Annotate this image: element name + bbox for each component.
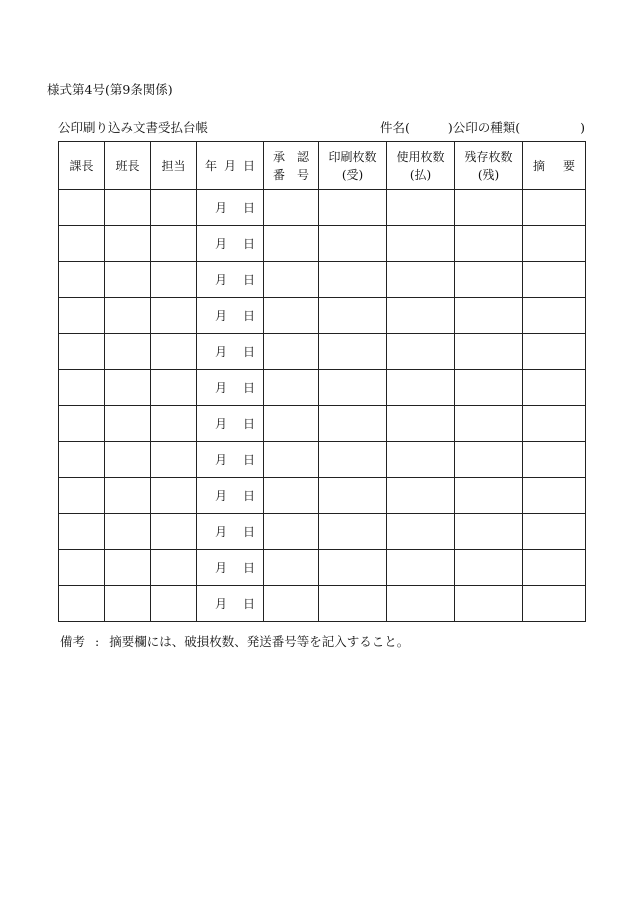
date-month-label: 月 <box>214 525 227 539</box>
seal-kind-close: ) <box>580 120 586 135</box>
table-row <box>59 298 586 334</box>
cell-summary[interactable] <box>523 370 586 406</box>
cell-group-chief[interactable] <box>105 442 151 478</box>
table-row <box>59 550 586 586</box>
header-date-month: 月 <box>223 158 236 173</box>
cell-summary[interactable] <box>523 334 586 370</box>
table-row <box>59 514 586 550</box>
cell-section-chief[interactable] <box>59 226 105 262</box>
date-month-label: 月 <box>214 597 227 611</box>
cell-summary[interactable] <box>523 406 586 442</box>
date-day-label: 日 <box>242 381 255 395</box>
date-month-label: 月 <box>214 237 227 251</box>
cell-section-chief[interactable] <box>59 334 105 370</box>
cell-approval-number[interactable] <box>264 190 319 226</box>
cell-date[interactable] <box>197 226 264 262</box>
cell-group-chief[interactable] <box>105 550 151 586</box>
header-row <box>59 142 586 190</box>
cell-used-count[interactable] <box>387 514 455 550</box>
cell-person-in-charge[interactable] <box>151 262 197 298</box>
header-used-count <box>387 142 455 190</box>
cell-section-chief[interactable] <box>59 550 105 586</box>
header-group-chief: 班長 <box>105 142 151 190</box>
cell-person-in-charge[interactable] <box>151 550 197 586</box>
date-month-label: 月 <box>214 381 227 395</box>
cell-approval-number[interactable] <box>264 262 319 298</box>
cell-date[interactable] <box>197 550 264 586</box>
cell-approval-number[interactable] <box>264 298 319 334</box>
cell-printed-count[interactable] <box>319 190 387 226</box>
cell-date[interactable] <box>197 262 264 298</box>
cell-printed-count[interactable] <box>319 442 387 478</box>
cell-group-chief[interactable] <box>105 190 151 226</box>
table-row <box>59 226 586 262</box>
cell-approval-number[interactable] <box>264 442 319 478</box>
date-day-label: 日 <box>242 453 255 467</box>
cell-summary[interactable] <box>523 550 586 586</box>
cell-summary[interactable] <box>523 298 586 334</box>
cell-remaining-count[interactable] <box>455 262 523 298</box>
cell-printed-count[interactable] <box>319 370 387 406</box>
date-month-label: 月 <box>214 489 227 503</box>
cell-remaining-count[interactable] <box>455 586 523 622</box>
cell-used-count[interactable] <box>387 334 455 370</box>
cell-person-in-charge[interactable] <box>151 514 197 550</box>
cell-person-in-charge[interactable] <box>151 370 197 406</box>
cell-summary[interactable] <box>523 190 586 226</box>
cell-approval-number[interactable] <box>264 370 319 406</box>
header-date <box>197 142 264 190</box>
cell-group-chief[interactable] <box>105 370 151 406</box>
cell-date[interactable] <box>197 370 264 406</box>
header-approval-2: 認 <box>296 149 309 164</box>
cell-summary[interactable] <box>523 514 586 550</box>
header-approval-1: 承 <box>273 149 286 164</box>
header-remaining-count <box>455 142 523 190</box>
cell-used-count[interactable] <box>387 406 455 442</box>
cell-date[interactable] <box>197 334 264 370</box>
date-day-label: 日 <box>242 345 255 359</box>
cell-person-in-charge[interactable] <box>151 478 197 514</box>
cell-section-chief[interactable] <box>59 478 105 514</box>
cell-section-chief[interactable] <box>59 190 105 226</box>
cell-remaining-count[interactable] <box>455 406 523 442</box>
header-remaining-label: 残存枚数 <box>464 149 513 164</box>
cell-person-in-charge[interactable] <box>151 298 197 334</box>
header-date-day: 日 <box>242 158 255 173</box>
form-number: 様式第4号(第9条関係) <box>47 82 173 97</box>
cell-printed-count[interactable] <box>319 406 387 442</box>
cell-date[interactable] <box>197 298 264 334</box>
cell-used-count[interactable] <box>387 586 455 622</box>
header-approval-4: 号 <box>296 167 309 182</box>
table-row <box>59 478 586 514</box>
cell-date[interactable] <box>197 406 264 442</box>
cell-printed-count[interactable] <box>319 334 387 370</box>
cell-section-chief[interactable] <box>59 298 105 334</box>
cell-printed-count[interactable] <box>319 550 387 586</box>
cell-group-chief[interactable] <box>105 514 151 550</box>
cell-remaining-count[interactable] <box>455 478 523 514</box>
cell-used-count[interactable] <box>387 370 455 406</box>
header-summary-1: 摘 <box>533 158 546 173</box>
header-remaining-sub: (残) <box>477 167 500 182</box>
header-printed-sub: (受) <box>341 167 364 182</box>
header-person-in-charge: 担当 <box>151 142 197 190</box>
date-day-label: 日 <box>242 309 255 323</box>
cell-remaining-count[interactable] <box>455 298 523 334</box>
table-row <box>59 334 586 370</box>
date-month-label: 月 <box>214 453 227 467</box>
cell-person-in-charge[interactable] <box>151 226 197 262</box>
date-day-label: 日 <box>242 273 255 287</box>
cell-printed-count[interactable] <box>319 478 387 514</box>
table-row <box>59 442 586 478</box>
cell-summary[interactable] <box>523 586 586 622</box>
date-month-label: 月 <box>214 345 227 359</box>
table-row <box>59 370 586 406</box>
cell-person-in-charge[interactable] <box>151 406 197 442</box>
cell-used-count[interactable] <box>387 298 455 334</box>
cell-approval-number[interactable] <box>264 478 319 514</box>
cell-section-chief[interactable] <box>59 262 105 298</box>
cell-used-count[interactable] <box>387 262 455 298</box>
date-month-label: 月 <box>214 273 227 287</box>
cell-summary[interactable] <box>523 226 586 262</box>
remark-label: 備考 <box>60 634 86 649</box>
cell-summary[interactable] <box>523 442 586 478</box>
cell-remaining-count[interactable] <box>455 190 523 226</box>
date-day-label: 日 <box>242 237 255 251</box>
cell-remaining-count[interactable] <box>455 442 523 478</box>
cell-group-chief[interactable] <box>105 586 151 622</box>
cell-remaining-count[interactable] <box>455 226 523 262</box>
header-approval-number <box>264 142 319 190</box>
date-day-label: 日 <box>242 489 255 503</box>
cell-printed-count[interactable] <box>319 226 387 262</box>
cell-summary[interactable] <box>523 262 586 298</box>
cell-date[interactable] <box>197 514 264 550</box>
cell-approval-number[interactable] <box>264 406 319 442</box>
cell-summary[interactable] <box>523 478 586 514</box>
date-month-label: 月 <box>214 561 227 575</box>
table-row <box>59 406 586 442</box>
date-day-label: 日 <box>242 561 255 575</box>
cell-date[interactable] <box>197 442 264 478</box>
cell-remaining-count[interactable] <box>455 334 523 370</box>
cell-printed-count[interactable] <box>319 298 387 334</box>
cell-printed-count[interactable] <box>319 514 387 550</box>
date-day-label: 日 <box>242 597 255 611</box>
cell-used-count[interactable] <box>387 226 455 262</box>
cell-used-count[interactable] <box>387 442 455 478</box>
cell-section-chief[interactable] <box>59 586 105 622</box>
cell-group-chief[interactable] <box>105 298 151 334</box>
remark <box>60 632 409 650</box>
cell-section-chief[interactable] <box>59 442 105 478</box>
date-month-label: 月 <box>214 309 227 323</box>
cell-remaining-count[interactable] <box>455 370 523 406</box>
date-day-label: 日 <box>242 417 255 431</box>
cell-used-count[interactable] <box>387 550 455 586</box>
cell-section-chief[interactable] <box>59 406 105 442</box>
header-summary-2: 要 <box>562 158 575 173</box>
cell-approval-number[interactable] <box>264 550 319 586</box>
header-printed-count <box>319 142 387 190</box>
cell-used-count[interactable] <box>387 190 455 226</box>
cell-date[interactable] <box>197 478 264 514</box>
cell-person-in-charge[interactable] <box>151 442 197 478</box>
table-row <box>59 190 586 226</box>
date-month-label: 月 <box>214 201 227 215</box>
cell-remaining-count[interactable] <box>455 550 523 586</box>
remark-text: 摘要欄には、破損枚数、発送番号等を記入すること。 <box>109 634 410 649</box>
cell-person-in-charge[interactable] <box>151 190 197 226</box>
cell-section-chief[interactable] <box>59 370 105 406</box>
cell-person-in-charge[interactable] <box>151 334 197 370</box>
cell-remaining-count[interactable] <box>455 514 523 550</box>
cell-group-chief[interactable] <box>105 262 151 298</box>
cell-printed-count[interactable] <box>319 586 387 622</box>
cell-printed-count[interactable] <box>319 262 387 298</box>
cell-section-chief[interactable] <box>59 514 105 550</box>
header-approval-3: 番 <box>273 167 286 182</box>
header-printed-label: 印刷枚数 <box>328 149 377 164</box>
subject-label: 件名( <box>380 120 410 135</box>
table-row <box>59 586 586 622</box>
header-date-year: 年 <box>205 158 218 173</box>
subject-fields <box>380 118 585 136</box>
cell-group-chief[interactable] <box>105 334 151 370</box>
ledger-table <box>58 141 586 622</box>
cell-approval-number[interactable] <box>264 226 319 262</box>
cell-approval-number[interactable] <box>264 334 319 370</box>
header-used-sub: (払) <box>409 167 432 182</box>
cell-approval-number[interactable] <box>264 586 319 622</box>
ledger-title: 公印刷り込み文書受払台帳 <box>58 120 209 135</box>
table-row <box>59 262 586 298</box>
cell-date[interactable] <box>197 190 264 226</box>
seal-kind-label: 公印の種類( <box>452 120 521 135</box>
remark-colon: : <box>95 634 100 649</box>
ledger-body <box>59 190 586 622</box>
cell-group-chief[interactable] <box>105 478 151 514</box>
date-day-label: 日 <box>242 525 255 539</box>
cell-group-chief[interactable] <box>105 406 151 442</box>
date-month-label: 月 <box>214 417 227 431</box>
cell-person-in-charge[interactable] <box>151 586 197 622</box>
cell-date[interactable] <box>197 586 264 622</box>
date-day-label: 日 <box>242 201 255 215</box>
header-used-label: 使用枚数 <box>396 149 445 164</box>
header-summary <box>523 142 586 190</box>
cell-approval-number[interactable] <box>264 514 319 550</box>
header-section-chief: 課長 <box>59 142 105 190</box>
cell-group-chief[interactable] <box>105 226 151 262</box>
title-row <box>58 118 586 136</box>
subject-close: ) <box>447 120 453 135</box>
cell-used-count[interactable] <box>387 478 455 514</box>
